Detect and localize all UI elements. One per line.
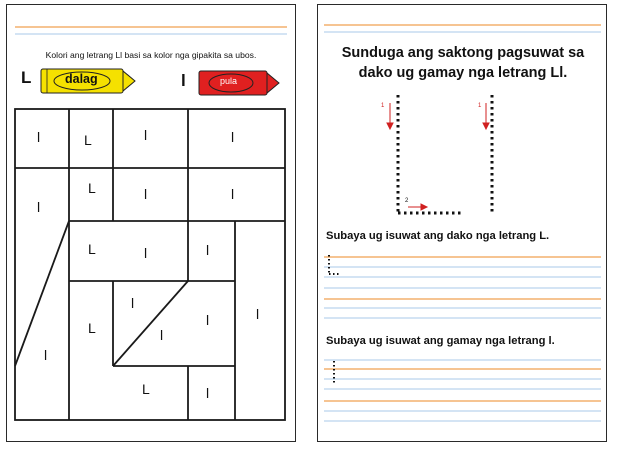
trace-upper-L: [329, 255, 340, 274]
writing-lines-lower: [324, 360, 601, 421]
stroke-number: 2: [405, 198, 409, 204]
grid-cell-letter: l: [256, 306, 260, 322]
coloring-instruction: Kolori ang letrang Ll basi sa kolor nga gipakita sa ubos.: [45, 50, 257, 60]
stroke-number: 1: [478, 103, 482, 109]
grid-cell-letter: L: [88, 320, 96, 336]
legend-letter-upper: L: [21, 68, 32, 87]
legend-label-yellow: dalag: [65, 72, 98, 86]
grid-cell-letter: L: [88, 180, 96, 196]
coloring-grid: [15, 109, 285, 420]
grid-cell-letter: l: [144, 127, 148, 143]
grid-cell-letter: l: [231, 129, 235, 145]
grid-cell-letter: L: [84, 132, 92, 148]
grid-cell-letter: l: [231, 186, 235, 202]
grid-cell-letter: L: [142, 381, 150, 397]
trace-lower-heading: Subaya ug isuwat ang gamay nga letrang l.: [326, 335, 555, 347]
left-page-decor: [7, 5, 297, 443]
grid-cell-letter: l: [206, 312, 210, 328]
grid-cell-letter: l: [206, 242, 210, 258]
grid-cell-letter: l: [37, 129, 41, 145]
stroke-direction-arrows: [387, 103, 489, 210]
worksheet-left-page: [6, 4, 296, 442]
grid-cell-letter: l: [44, 347, 48, 363]
worksheet-right-page: [317, 4, 607, 442]
writing-lines-upper: [324, 257, 601, 318]
legend-label-red: pula: [220, 76, 238, 86]
grid-cell-letter: l: [144, 245, 148, 261]
grid-cell-letter: l: [206, 385, 210, 401]
stroke-number: 1: [381, 103, 385, 109]
grid-cell-letter: l: [37, 199, 41, 215]
red-crayon-icon: [199, 71, 279, 95]
trace-upper-heading: Subaya ug isuwat ang dako nga letrang L.: [326, 230, 550, 242]
grid-cell-letter: l: [144, 186, 148, 202]
grid-cell-letter: l: [160, 327, 164, 343]
legend-letter-lower: l: [181, 71, 186, 90]
grid-cell-letter: L: [88, 241, 96, 257]
right-page-title: Sunduga ang saktong pagsuwat sa dako ug gamay nga letrang Ll.: [341, 45, 585, 81]
dotted-letter-upper-L: [398, 95, 463, 213]
grid-cell-letter: l: [131, 295, 135, 311]
